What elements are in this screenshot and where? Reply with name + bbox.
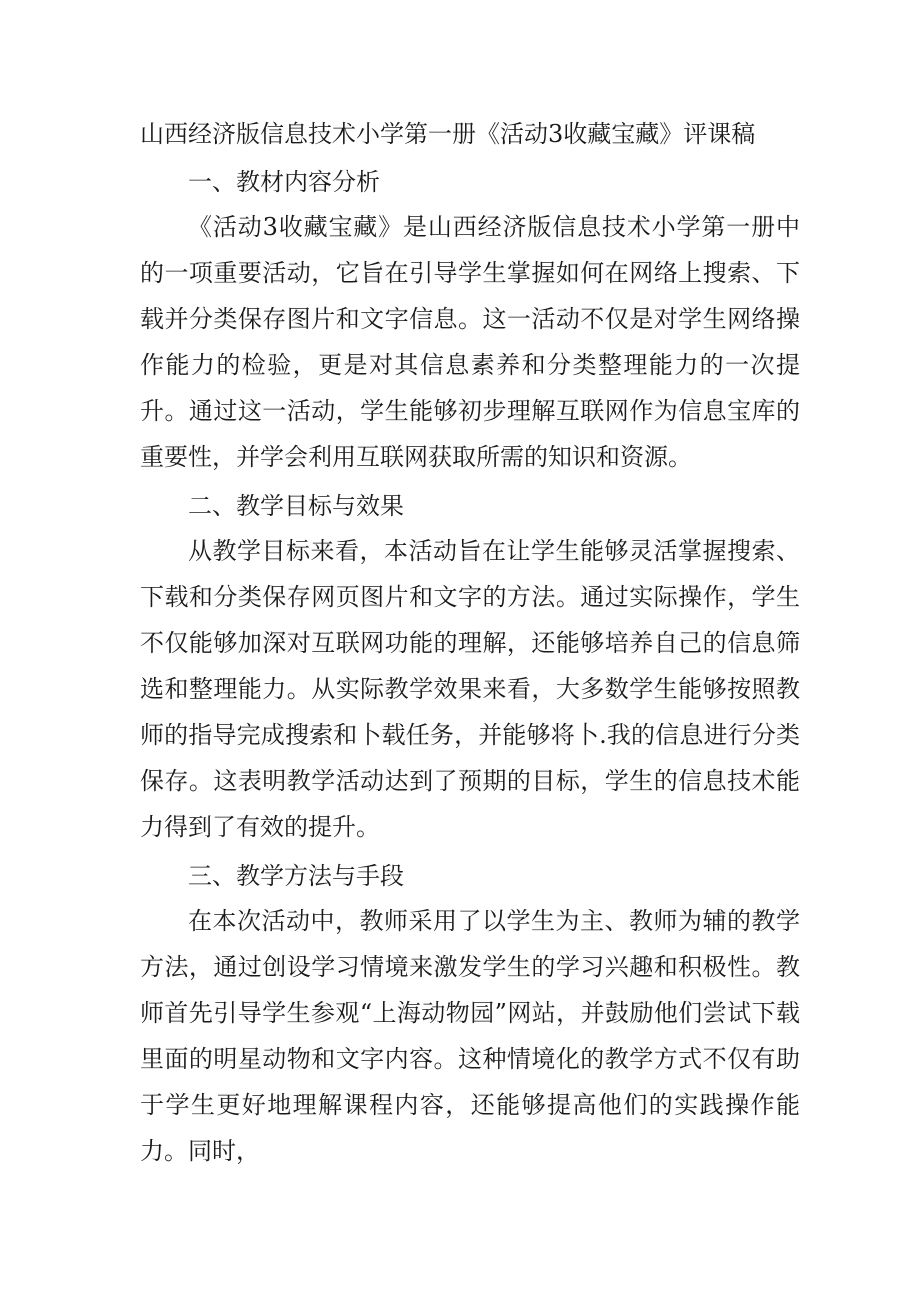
section-heading-3: 三、教学方法与手段	[188, 862, 404, 890]
document-body	[140, 160, 800, 1174]
section-paragraph-3: 在本次活动中，教师采用了以学生为主、教师为辅的教学方法，通过创设学习情境来激发学生的学习兴趣和积极性。教师首先引导学生参观“上海动物园”网站，并鼓励他们尝试下载里面的明星动物和文字内容。这种情境化的教学方式不仅有助于学生更好地理解课程内容，还能够提高他们的实践操作能力。同时，	[140, 907, 800, 1165]
document-title: 山西经济版信息技术小学第一册《活动3收藏宝藏》评课稿	[140, 120, 756, 148]
section-paragraph-1: 《活动3收藏宝藏》是山西经济版信息技术小学第一册中的一项重要活动，它旨在引导学生掌握如何在网络上搜索、下载并分类保存图片和文字信息。这一活动不仅是对学生网络操作能力的检验，更是对其信息素养和分类整理能力的一次提升。通过这一活动，学生能够初步理解互联网作为信息宝库的重要性，并学会利用互联网获取所需的知识和资源。	[140, 213, 800, 471]
section-heading-2: 二、教学目标与效果	[188, 492, 404, 520]
section-paragraph-2: 从教学目标来看，本活动旨在让学生能够灵活掌握搜索、下载和分类保存网页图片和文字的方法。通过实际操作，学生不仅能够加深对互联网功能的理解，还能够培养自己的信息筛选和整理能力。从实际教学效果来看，大多数学生能够按照教师的指导完成搜索和卜载任务，并能够将卜.我的信息进行分类保存。这表明教学活动达到了预期的目标，学生的信息技术能力得到了有效的提升。	[140, 537, 800, 841]
section-heading-1: 一、教材内容分析	[188, 168, 380, 196]
